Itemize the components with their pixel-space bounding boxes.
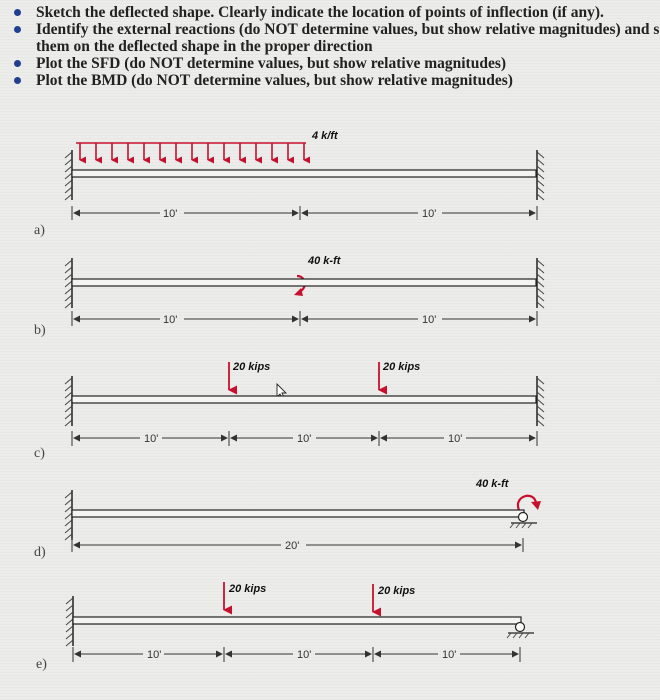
load-label: 4 k/ft [312, 130, 338, 142]
point-load-label: 20 kips [233, 361, 271, 373]
dimension-label: 10' [442, 649, 457, 661]
instruction-continuation: them on the deflected shape in the proper direction [36, 38, 373, 55]
dimension-line [72, 206, 537, 220]
dimension-label: 10' [297, 433, 312, 445]
left-fixed-support [65, 258, 72, 308]
instruction-text: Plot the SFD (do NOT determine values, but show relative magnitudes) [36, 55, 507, 72]
dimension-label: 10' [422, 314, 437, 326]
instruction-text: Plot the BMD (do NOT determine values, but show relative magnitudes) [36, 72, 513, 89]
problem-c [34, 361, 544, 461]
applied-moment-icon [518, 496, 541, 510]
point-load-label: 20 kips [383, 361, 421, 373]
part-label: a) [34, 223, 45, 238]
left-fixed-support [65, 376, 72, 426]
dimension-label: 10' [422, 208, 437, 220]
dimension-label: 10' [163, 208, 178, 220]
problem-a [34, 130, 544, 238]
roller-support [507, 623, 534, 639]
problem-b [34, 255, 544, 338]
problem-e [36, 582, 534, 672]
problem-d [34, 478, 541, 560]
right-fixed-support [537, 258, 544, 308]
dimension-label: 10' [448, 433, 463, 445]
beam [72, 510, 524, 517]
right-fixed-support [537, 376, 544, 426]
moment-label: 40 k-ft [308, 255, 341, 267]
dimension-label: 10' [147, 649, 162, 661]
part-label: e) [36, 657, 47, 672]
beam [73, 617, 521, 624]
instruction-text: Identify the external reactions (do NOT determine values, but show relative magnitudes) and s [36, 21, 660, 38]
part-label: c) [34, 446, 45, 461]
dimension-label: 10' [297, 649, 312, 661]
part-label: d) [34, 545, 46, 560]
dimension-label: 10' [163, 314, 178, 326]
point-load-label: 20 kips [229, 583, 267, 595]
beam [72, 170, 536, 177]
distributed-load-arrows [76, 143, 306, 160]
dimension-label: 20' [285, 540, 300, 552]
moment-label: 40 k-ft [476, 478, 509, 490]
dimension-line [72, 311, 537, 326]
point-load-label: 20 kips [378, 585, 416, 597]
beam [72, 279, 536, 286]
beam [72, 396, 536, 403]
left-fixed-support [65, 490, 72, 540]
left-fixed-support [65, 150, 72, 200]
left-fixed-support [66, 596, 73, 646]
part-label: b) [34, 323, 46, 338]
right-fixed-support [537, 150, 544, 200]
instruction-text: Sketch the deflected shape. Clearly indicate the location of points of inflection (if any). [36, 4, 604, 21]
dimension-label: 10' [144, 433, 159, 445]
